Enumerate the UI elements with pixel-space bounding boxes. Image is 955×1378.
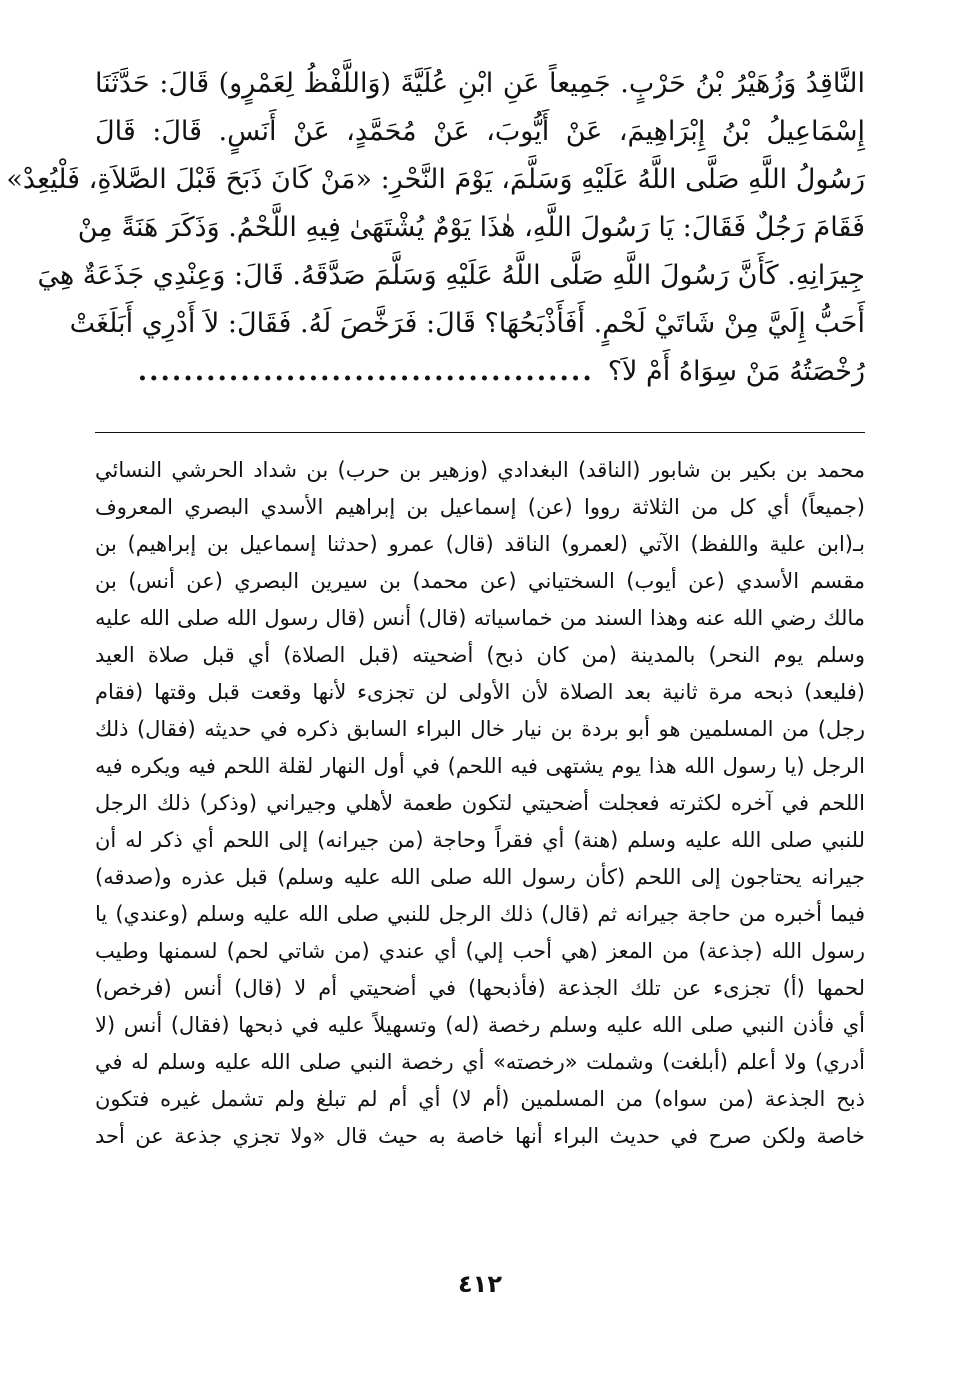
- hadith-line: أَحَبُّ إِلَيَّ مِنْ شَاتَيْ لَحْمٍ. أَفَأَذْبَحُهَا؟ قَالَ: فَرَخَّصَ لَهُ. فَقَالَ: لاَ أَدْرِي أَبَلَغَتْ: [69, 308, 865, 339]
- hadith-line-text: رُخْصَتُهُ مَنْ سِوَاهُ أَمْ لاَ؟: [607, 356, 865, 387]
- hadith-line-last: [95, 348, 865, 396]
- commentary-line: رجل) من المسلمين هو أبو بردة بن نيار خال البراء السابق ذكره في حديثه (فقال) ذلك: [95, 717, 865, 741]
- commentary-line: الرجل (يا رسول الله هذا يوم يشتهى فيه اللحم) في أول النهار لقلة اللحم فيه ويكره فيه: [95, 754, 865, 778]
- commentary-line: (فليعد) ذبحه مرة ثانية بعد الصلاة لأن الأولى لن تجزىء لأنها وقعت قبل وقتها (فقام: [95, 680, 865, 704]
- hadith-text-block: [6, 60, 865, 396]
- commentary-line: جيرانه يحتاجون إلى اللحم (كأن رسول الله صلى الله عليه وسلم) قبل عذره و(صدقه): [95, 865, 865, 889]
- commentary-line: محمد بن بكير بن شابور (الناقد) البغدادي (وزهير بن حرب) بن شداد الحرشي النسائي: [95, 458, 865, 482]
- commentary-line: اللحم في آخره لكثرته فعجلت أضحيتي لتكون طعمة لأهلي وجيراني (وذكر) ذلك الرجل: [95, 791, 865, 815]
- commentary-line: فيما أخبره من حاجة جيرانه ثم (قال) ذلك الرجل للنبي صلى الله عليه وسلم (وعندي) يا: [95, 902, 865, 926]
- commentary-line: أدري) ولا أعلم (أبلغت) وشملت «رخصته» أي رخصة النبي صلى الله عليه وسلم له في: [95, 1050, 865, 1074]
- hadith-line: إِسْمَاعِيلُ بْنُ إِبْرَاهِيمَ، عَنْ أَيُّوبَ، عَنْ مُحَمَّدٍ، عَنْ أَنَسٍ. قَالَ: قَالَ: [95, 116, 865, 147]
- hadith-line: جِيرَانِهِ. كَأَنَّ رَسُولَ اللَّهِ صَلَّى اللَّهُ عَلَيْهِ وَسَلَّمَ صَدَّقَهُ. قَالَ: وَعِنْدِي جَذَعَةٌ هِيَ: [37, 260, 865, 291]
- commentary-line: (جميعاً) أي كل من الثلاثة رووا (عن) إسماعيل بن إبراهيم الأسدي البصري المعروف: [95, 495, 865, 519]
- hadith-line: فَقَامَ رَجُلٌ فَقَالَ: يَا رَسُولَ اللَّهِ، هٰذَا يَوْمٌ يُشْتَهَىٰ فِيهِ اللَّحْمُ. وَذَكَرَ هَنَةً مِنْ: [77, 212, 865, 243]
- commentary-line: مالك رضي الله عنه وهذا السند من خماسياته (قال) أنس (قال رسول الله صلى الله عليه: [95, 606, 865, 630]
- commentary-line: خاصة ولكن صرح في حديث البراء أنها خاصة به حيث قال «ولا تجزي جذعة عن أحد: [95, 1124, 865, 1148]
- page-number: ٤١٢: [458, 1270, 502, 1298]
- book-page: [6, 60, 865, 1360]
- commentary-line: للنبي صلى الله عليه وسلم (هنة) أي فقراً وحاجة (من جيرانه) إلى اللحم أي ذكر له أن: [95, 828, 865, 852]
- commentary-line: رسول الله (جذعة) من المعز (هي أحب إلي) أي عندي (من شاتي لحم) لسمنها وطيب: [95, 939, 865, 963]
- footnote-separator: [95, 432, 865, 433]
- commentary-line: أي فأذن النبي صلى الله عليه وسلم رخصة (له) وتسهيلاً عليه في ذبحها (فقال) أنس (لا: [95, 1013, 865, 1037]
- hadith-line: النَّاقِدُ وَزُهَيْرُ بْنُ حَرْبٍ. جَمِيعاً عَنِ ابْنِ عُلَيَّةَ (وَاللَّفْظُ لِعَمْرٍو) قَالَ: حَدَّثَنَا: [95, 68, 865, 99]
- commentary-line: لحمها (أ) تجزىء عن تلك الجذعة (فأذبحها) في أضحيتي أم لا (قال) أنس (فرخص): [95, 976, 865, 1000]
- hadith-line: رَسُولُ اللَّهِ صَلَّى اللَّهُ عَلَيْهِ وَسَلَّمَ، يَوْمَ النَّحْرِ: «مَنْ كَانَ ذَبَحَ قَبْلَ الصَّلاَةِ، فَلْيُعِدْ»: [6, 164, 865, 195]
- commentary-line: ذبح الجذعة (من سواه) من المسلمين (أم لا) أي أم لم تبلغ ولم تشمل غيره فتكون: [95, 1087, 865, 1111]
- commentary-line: وسلم يوم النحر) بالمدينة (من كان ذبح) أضحيته (قبل الصلاة) أي قبل صلاة العيد: [95, 643, 865, 667]
- continuation-dots: ........................................: [137, 356, 594, 387]
- commentary-block: [95, 452, 865, 1155]
- commentary-line: مقسم الأسدي (عن أيوب) السختياني (عن محمد) بن سيرين البصري (عن أنس) بن: [95, 569, 865, 593]
- commentary-line: بـ(ابن علية واللفظ) الآتي (لعمرو) الناقد (قال) عمرو (حدثنا إسماعيل بن إبراهيم) بن: [95, 532, 865, 556]
